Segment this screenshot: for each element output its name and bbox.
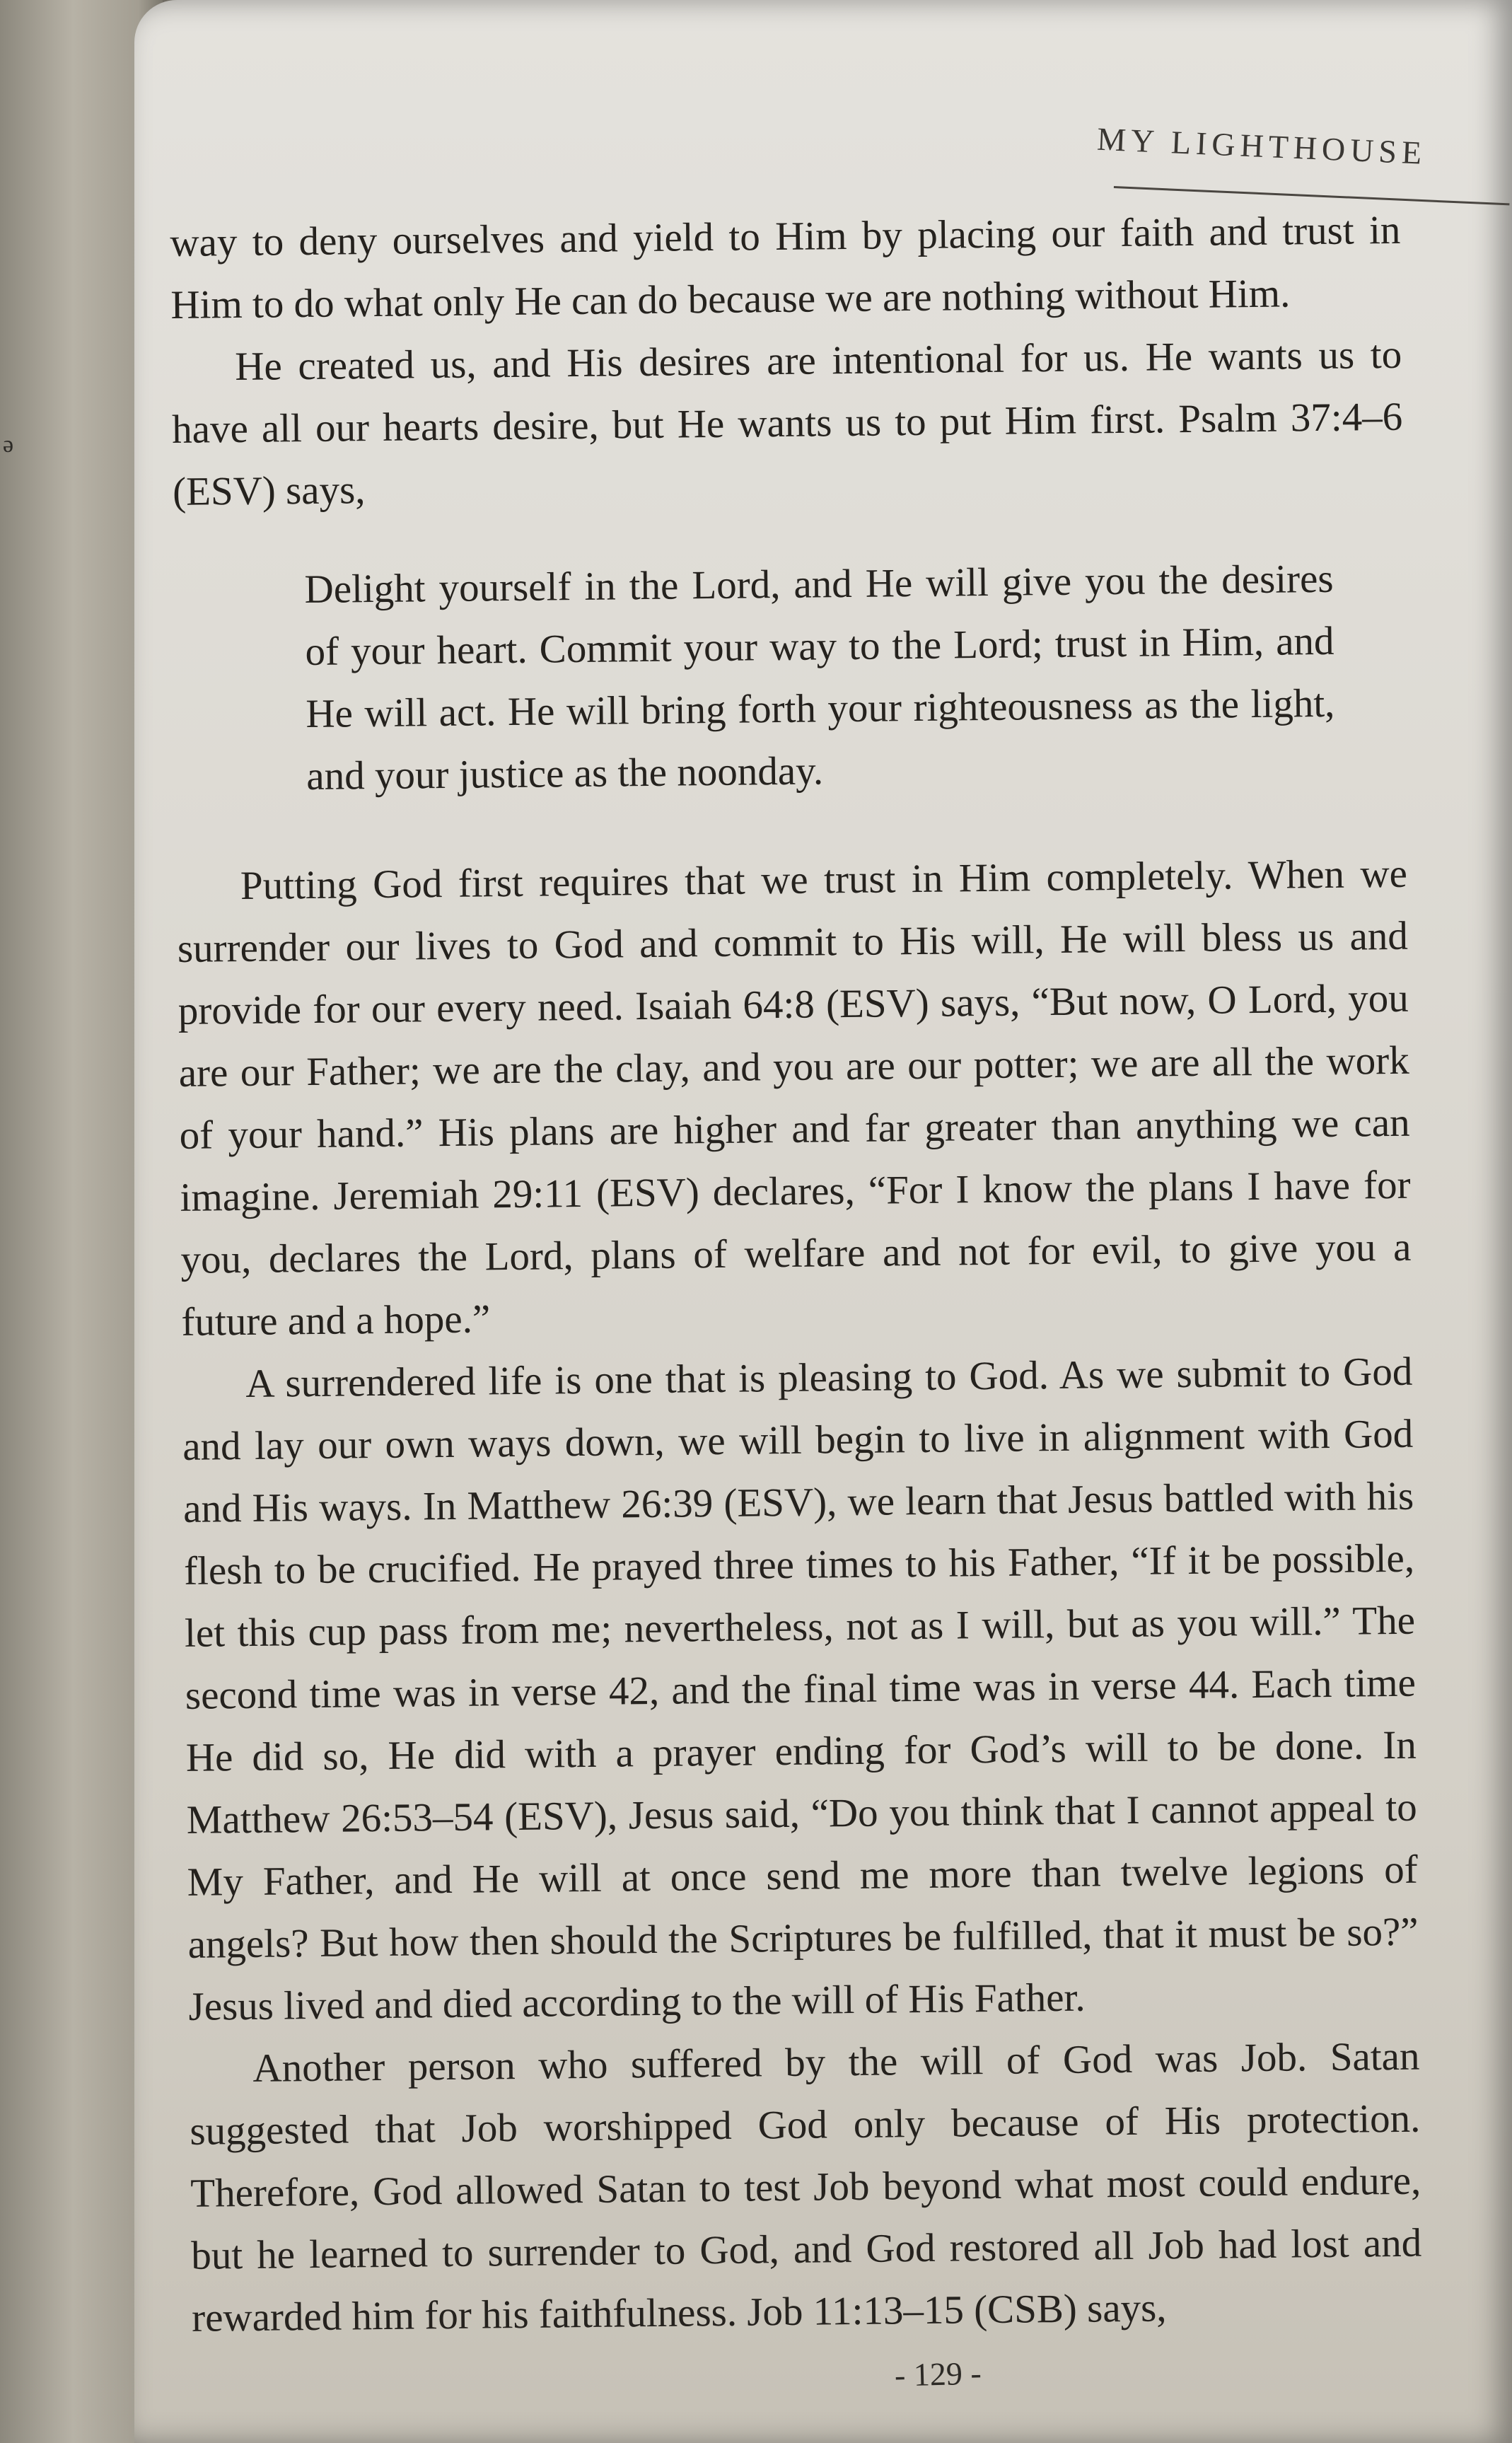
- paragraph-2: He created us, and His desires are intentional for us. He wants us to have all our hearts desire, but He wants us to put Him first. Psalm 37:4–6 (ESV) says,: [171, 332, 1403, 514]
- paragraph-3: Putting God first requires that we trust in Him completely. When we surrender our lives to God and commit to His will, He will bless us and provide for our every need. Isaiah 64:8 (ESV) says, “But now, O Lord, you are our Father; we are the clay, and you are our potter; we are all the work of your hand.” His plans are higher and far greater than anything we can imagine. Jeremiah 29:11 (ESV) declares, “For I know the plans I have for you, declares the Lord, plans of welfare and not for evil, to give you a future and a hope.”: [177, 851, 1412, 1345]
- paragraph-1: way to deny ourselves and yield to Him by placing our faith and trust in Him to do what only He can do because we are nothing without Him.: [170, 207, 1401, 327]
- paragraph-4: A surrendered life is one that is pleasing to God. As we submit to God and lay our own ways down, we will begin to live in alignment with God and His ways. In Matthew 26:39 (ESV), we learn that Jesus battled with his flesh to be crucified. He prayed three times to his Father, “If it be possible, let this cup pass from me; nevertheless, not as I will, but as you will.” The second time was in verse 42, and the final time was in verse 44. Each time He did so, He did with a prayer ending for God’s will to be done. In Matthew 26:53–54 (ESV), Jesus said, “Do you think that I cannot appeal to My Father, and He will at once send me more than twelve legions of angels? But how then should the Scriptures be fulfilled, that it must be so?” Jesus lived and died according to the will of His Father.: [182, 1349, 1419, 2029]
- running-head: MY LIGHTHOUSE: [1095, 120, 1427, 171]
- body-text: [170, 199, 1423, 2350]
- block-quote: Delight yourself in the Lord, and He will give you the desires of your heart. Commit your way to the Lord; trust in Him, and He will act. He will bring forth your righteousness as the light, and your justice as the noonday.: [304, 556, 1335, 799]
- page-number: - 129 -: [894, 2355, 982, 2393]
- book-page: [134, 0, 1512, 2443]
- paragraph-5: Another person who suffered by the will of God was Job. Satan suggested that Job worshipped God only because of His protection. Therefore, God allowed Satan to test Job beyond what most could endure, but he learned to surrender to God, and God restored all Job had lost and rewarded him for his faithfulness. Job 11:13–15 (CSB) says,: [190, 2033, 1422, 2340]
- facing-page-mark: ə: [3, 431, 14, 458]
